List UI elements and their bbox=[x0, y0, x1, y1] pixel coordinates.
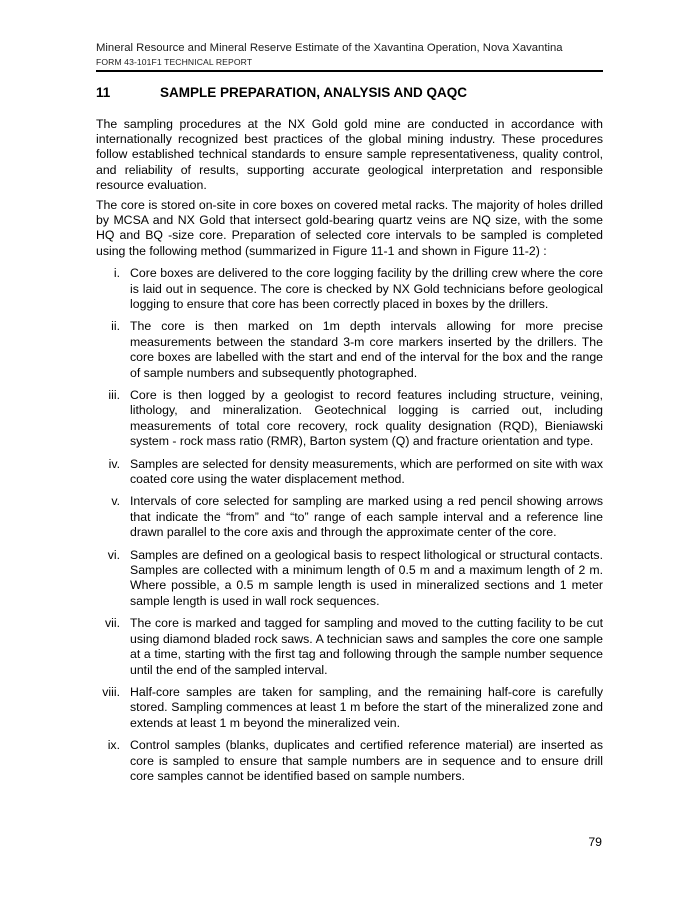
list-marker: ii. bbox=[111, 319, 120, 334]
report-title: Mineral Resource and Mineral Reserve Estimate of the Xavantina Operation, Nova Xavantina bbox=[96, 42, 563, 54]
list-marker: vii. bbox=[104, 616, 120, 631]
section-title: SAMPLE PREPARATION, ANALYSIS AND QAQC bbox=[160, 84, 468, 100]
list-item-ix bbox=[96, 738, 603, 784]
running-header bbox=[96, 42, 603, 67]
list-text: Control samples (blanks, duplicates and certified reference material) are inserted as core is sampled to ensure that sample numbers are in sequence and to ensure drill core samples cannot be identified based on sample numbers. bbox=[130, 738, 603, 783]
list-marker: i. bbox=[113, 266, 120, 281]
list-item-iv bbox=[96, 457, 603, 488]
list-text: Half-core samples are taken for sampling, and the remaining half-core is carefully stored. Sampling commences at least 1 m before the start of the mineralized zone and extends at least 1 m beyond the mineralized vein. bbox=[130, 684, 603, 730]
list-item-vii bbox=[96, 616, 603, 678]
list-text: The core is then marked on 1m depth intervals allowing for more precise measurements between the standard 3-m core markers inserted by the drillers. The core boxes are labelled with the start and end of the interval for the box and the range of sample numbers and subsequently photographed. bbox=[130, 319, 603, 380]
list-text: Core boxes are delivered to the core logging facility by the drilling crew where the core is laid out in sequence. The core is checked by NX Gold technicians before geological logging to ensure that core has been correctly placed in boxes by the drillers. bbox=[130, 266, 603, 311]
paragraph-sampling-procedures: The sampling procedures at the NX Gold gold mine are conducted in accordance with internationally recognized best practices of the global mining industry. These procedures follow established technical standards to ensure sample representativeness, quality control, and reliability of results, supporting accurate geological interpretation and responsible resource evaluation. bbox=[96, 116, 603, 193]
list-text: Samples are defined on a geological basis to respect lithological or structural contacts. Samples are collected with a minimum length of 0.5 m and a maximum length of 2 m. Where possible, a 0.5 m sample length is used in mineralized sections and 1 meter sample length is used in wall rock sequences. bbox=[130, 547, 603, 608]
paragraph-core-storage: The core is stored on-site in core boxes on covered metal racks. The majority of holes drilled by MCSA and NX Gold that intersect gold-bearing quartz veins are NQ size, with the some HQ and BQ -size core. Preparation of selected core intervals to be sampled is completed using the following method (summarized in Figure 11-1 and shown in Figure 11-2) : bbox=[96, 197, 603, 258]
list-marker: iii. bbox=[108, 388, 120, 402]
list-marker: viii. bbox=[102, 684, 120, 699]
list-item-vi bbox=[96, 548, 603, 610]
list-marker: v. bbox=[111, 494, 120, 509]
list-marker: iv. bbox=[108, 456, 120, 471]
list-item-viii bbox=[96, 685, 603, 731]
report-form-label: FORM 43-101F1 TECHNICAL REPORT bbox=[96, 56, 253, 67]
list-text: Samples are selected for density measurements, which are performed on site with wax coated core using the water displacement method. bbox=[130, 456, 603, 487]
list-text: The core is marked and tagged for sampling and moved to the cutting facility to be cut using diamond bladed rock saws. A technician saws and samples the core one sample at a time, starting with the first tag and following through the sample number sequence until the end of the sampled interval. bbox=[130, 616, 603, 677]
section-heading bbox=[96, 85, 603, 101]
list-marker: ix. bbox=[107, 738, 120, 753]
method-list bbox=[96, 266, 603, 784]
list-item-ii bbox=[96, 319, 603, 381]
list-text: Core is then logged by a geologist to record features including structure, veining, lithology, and mineralization. Geotechnical logging is carried out, including measurements of total core recovery, rock quality designation (RQD), Bieniawski system - rock mass ratio (RMR), Barton system (Q) and fracture orientation and type. bbox=[130, 388, 603, 449]
header-rule bbox=[96, 70, 603, 72]
list-text: Intervals of core selected for sampling are marked using a red pencil showing arrows that indicate the “from” and “to” range of each sample interval and a reference line drawn parallel to the core axis and through the approximate center of the core. bbox=[130, 494, 603, 540]
list-item-iii bbox=[96, 388, 603, 450]
list-item-i bbox=[96, 266, 603, 312]
page-number: 79 bbox=[588, 835, 602, 849]
list-item-v bbox=[96, 494, 603, 540]
section-number: 11 bbox=[96, 84, 111, 100]
list-marker: vi. bbox=[107, 547, 120, 562]
